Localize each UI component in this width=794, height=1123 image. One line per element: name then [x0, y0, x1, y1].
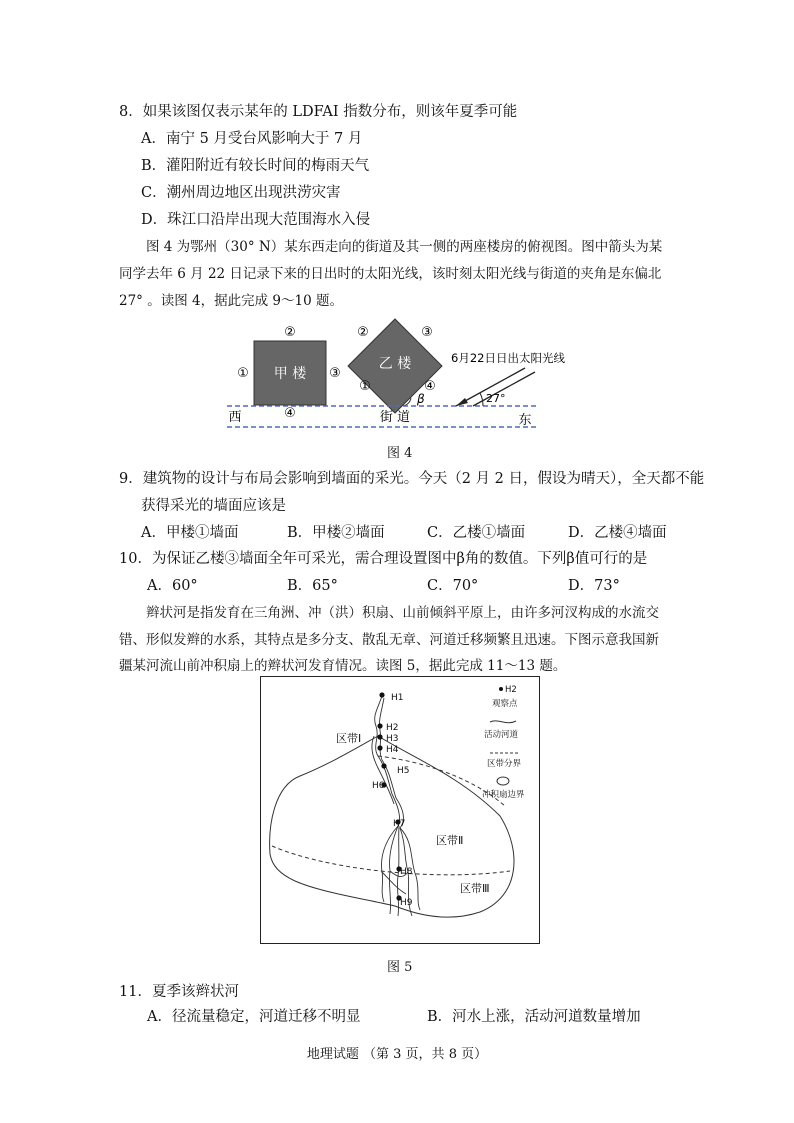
- beta-label: β: [417, 392, 425, 406]
- legend-fan-label: 冲积扇边界: [482, 790, 525, 800]
- street-label: 街 道: [379, 410, 411, 425]
- legend-boundary-label: 区带分界: [487, 759, 522, 769]
- sun-angle-label: 27°: [486, 392, 506, 405]
- building-a-label: 甲 楼: [273, 366, 307, 382]
- zone-1-label: 区带Ⅰ: [336, 732, 362, 745]
- q11-stem: 11．夏季该辫状河: [119, 984, 239, 1000]
- q11-option-a: A．径流量稳定，河道迁移不明显: [147, 1009, 361, 1025]
- q10-option-b: B．65°: [287, 578, 338, 594]
- q11-option-b: B．河水上涨，活动河道数量增加: [427, 1009, 641, 1025]
- q8-option-b: B．灌阳附近有较长时间的梅雨天气: [141, 158, 370, 174]
- q9-option-a: A．甲楼①墙面: [141, 525, 239, 541]
- intro4-line3: 27° 。读图 4，据此完成 9～10 题。: [119, 293, 343, 309]
- figure-5: [260, 676, 540, 944]
- b-mark-2: ②: [357, 325, 369, 340]
- point-h5: H5: [397, 766, 410, 776]
- point-h6: H6: [372, 781, 385, 791]
- b-mark-3: ③: [421, 325, 433, 340]
- legend-point-sample: H2: [505, 685, 517, 695]
- q8-stem: 8．如果该图仅表示某年的 LDFAI 指数分布，则该年夏季可能: [119, 104, 518, 120]
- q9-option-c: C．乙楼①墙面: [427, 525, 526, 541]
- legend-point-label: 观察点: [492, 699, 518, 709]
- b-mark-1: ①: [359, 379, 371, 394]
- figure-4: [225, 318, 565, 436]
- building-b-label: 乙 楼: [378, 356, 412, 372]
- east-label: 东: [518, 413, 532, 428]
- west-label: 西: [228, 410, 242, 425]
- point-h3: H3: [386, 734, 399, 744]
- q8-option-a: A．南宁 5 月受台风影响大于 7 月: [141, 131, 363, 147]
- q10-option-c: C．70°: [427, 578, 479, 594]
- intro4-line1: 图 4 为鄂州（30° N）某东西走向的街道及其一侧的两座楼房的俯视图。图中箭头为某: [146, 239, 663, 255]
- a-mark-2: ②: [284, 325, 296, 340]
- sun-angle-arc: [480, 393, 483, 406]
- fig4-caption: 图 4: [387, 446, 413, 461]
- q8-option-d: D．珠江口沿岸出现大范围海水入侵: [141, 212, 371, 228]
- q10-stem: 10．为保证乙楼③墙面全年可采光，需合理设置图中β角的数值。下列β值可行的是: [119, 551, 648, 567]
- zone-2-label: 区带Ⅱ: [436, 834, 464, 847]
- q8-option-c: C．潮州周边地区出现洪涝灾害: [141, 185, 341, 201]
- q9-option-b: B．甲楼②墙面: [287, 525, 385, 541]
- point-h4: H4: [386, 745, 399, 755]
- q9-stem-line1: 9．建筑物的设计与布局会影响到墙面的采光。今天（2 月 2 日，假设为晴天），全天都不能: [119, 471, 705, 487]
- sunline-label: 6月22日日出太阳光线: [451, 351, 565, 365]
- point-h7: H7: [393, 819, 406, 829]
- point-h8: H8: [400, 867, 413, 877]
- intro5-line2: 错、形似发辫的水系，其特点是多分支、散乱无章、河道迁移频繁且迅速。下图示意我国新: [119, 632, 659, 648]
- point-h2: H2: [386, 723, 399, 733]
- a-mark-4: ④: [284, 406, 296, 421]
- point-h9: H9: [400, 898, 413, 908]
- sun-ray-arrow: [456, 398, 468, 406]
- b-mark-4: ④: [424, 379, 436, 394]
- fig5-caption: 图 5: [387, 960, 413, 975]
- q9-stem-line2: 获得采光的墙面应该是: [141, 498, 286, 514]
- intro4-line2: 同学去年 6 月 22 日记录下来的日出时的太阳光线，该时刻太阳光线与街道的夹角是东偏北: [119, 266, 662, 282]
- q9-option-d: D．乙楼④墙面: [568, 525, 667, 541]
- intro5-line3: 疆某河流山前冲积扇上的辫状河发育情况。读图 5，据此完成 11～13 题。: [119, 658, 567, 674]
- point-h1: H1: [391, 693, 404, 703]
- page-footer: 地理试题 （第 3 页，共 8 页）: [306, 1047, 488, 1062]
- zone-3-label: 区带Ⅲ: [460, 882, 490, 895]
- q10-option-d: D．73°: [568, 578, 620, 594]
- intro5-line1: 辫状河是指发育在三角洲、冲（洪）积扇、山前倾斜平原上，由许多河汊构成的水流交: [146, 605, 659, 621]
- legend-channel-label: 活动河道: [484, 730, 519, 740]
- q10-option-a: A．60°: [147, 578, 198, 594]
- a-mark-1: ①: [237, 366, 249, 381]
- a-mark-3: ③: [329, 366, 341, 381]
